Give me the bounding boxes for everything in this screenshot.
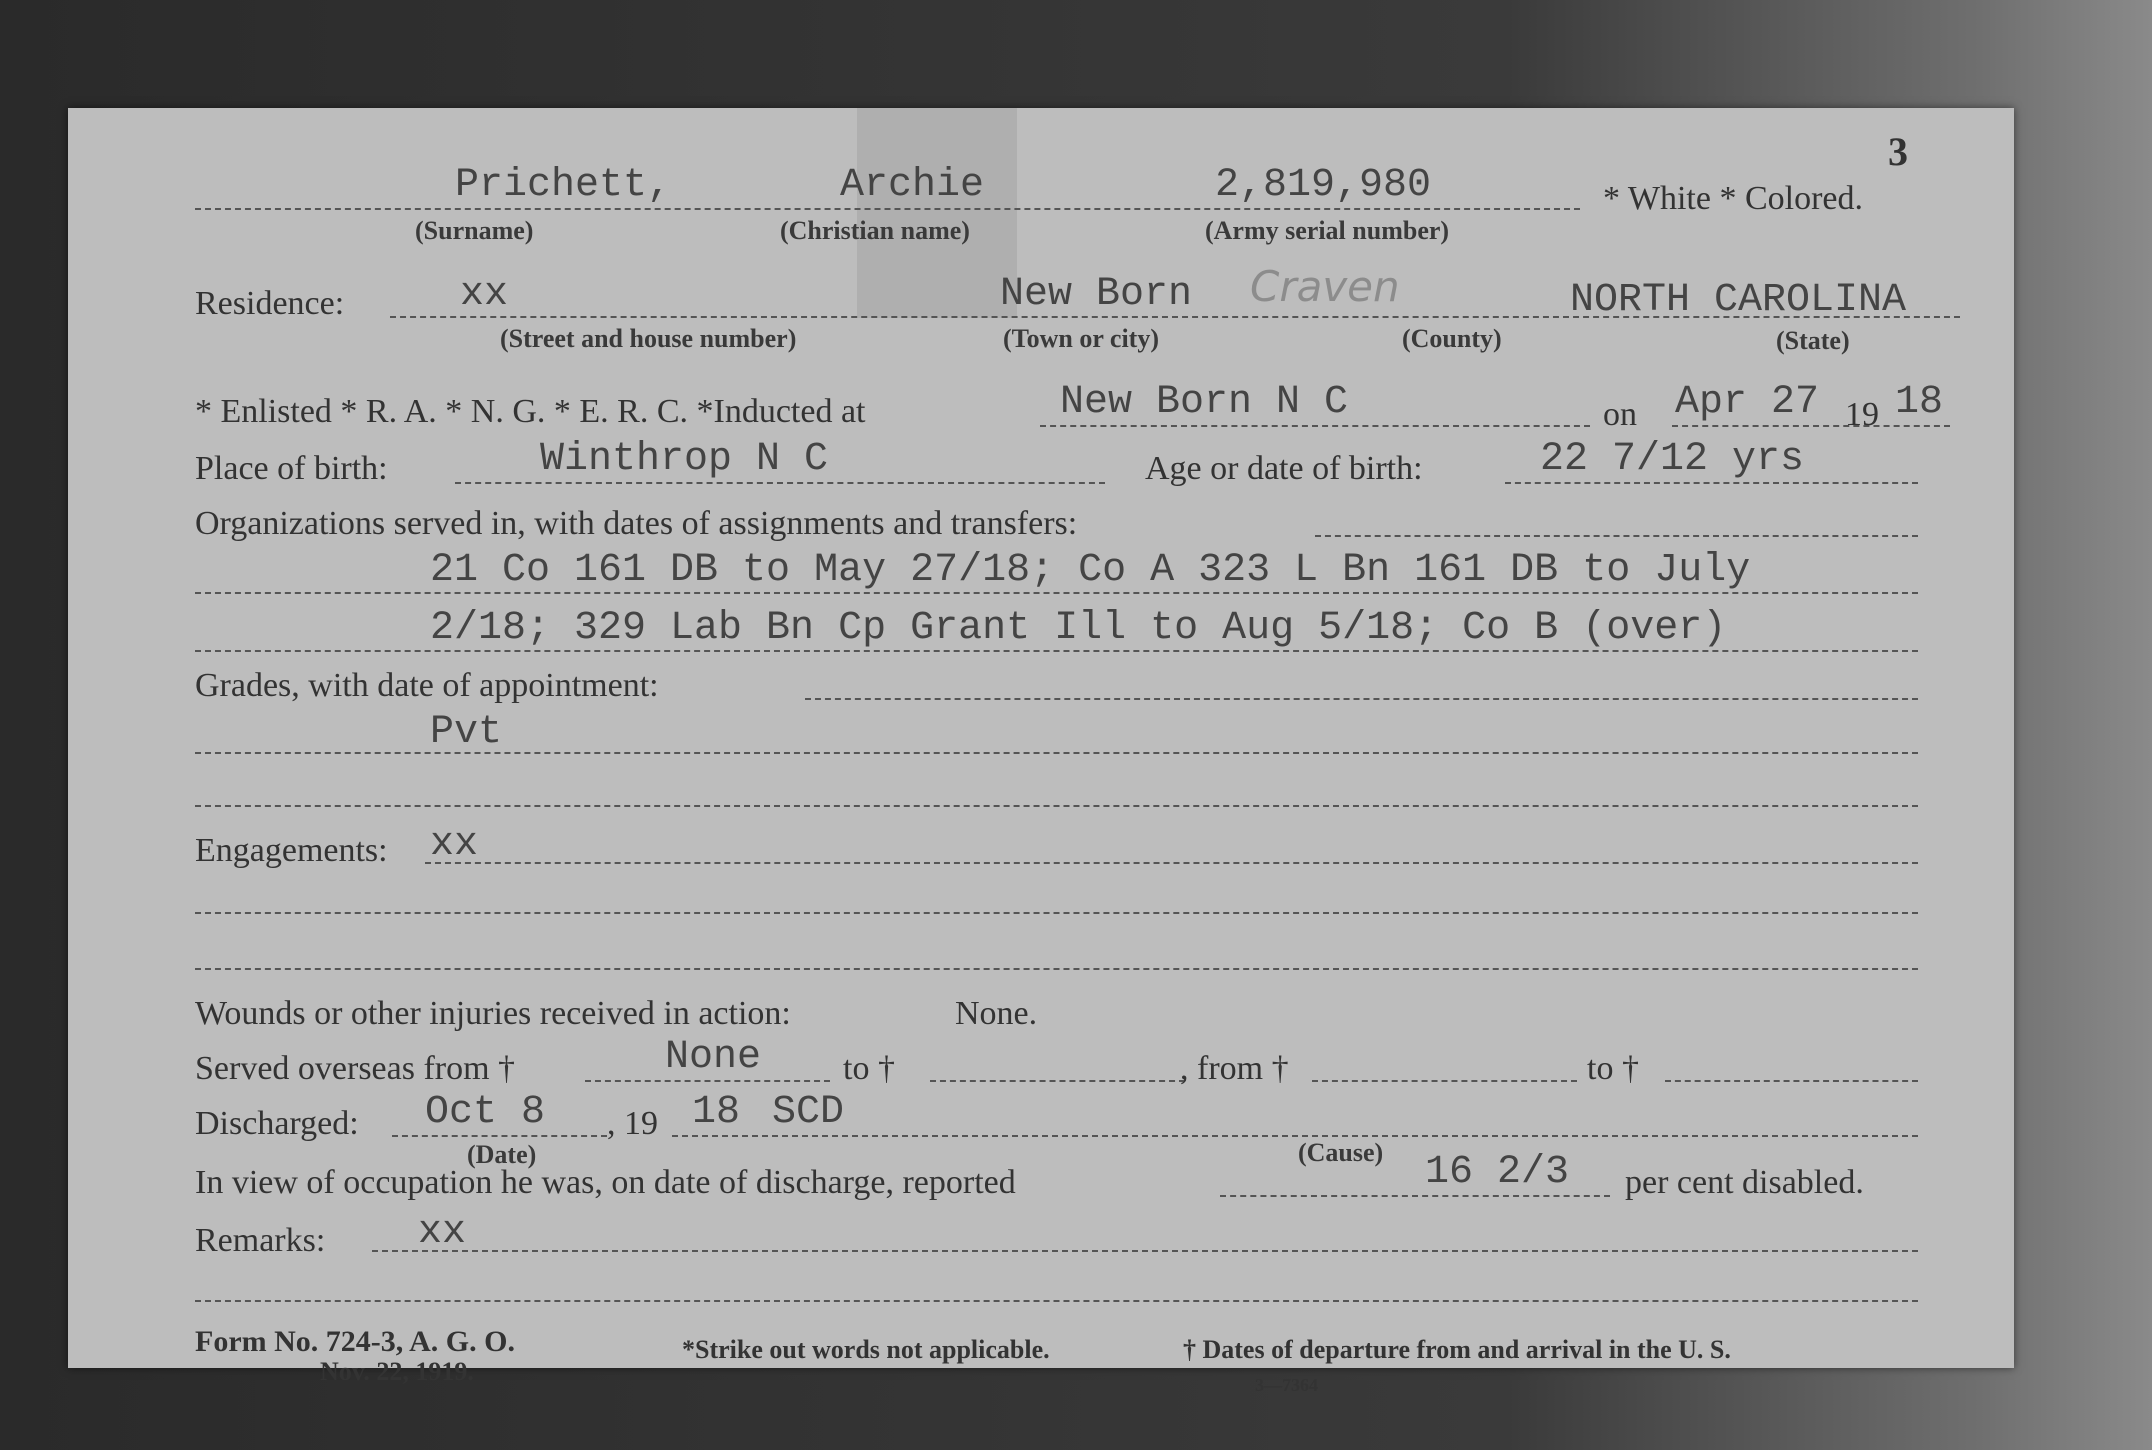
serial-number-label: (Army serial number) xyxy=(1205,216,1450,245)
wounds-value: None. xyxy=(955,995,1038,1032)
induction-year-prefix: 19 xyxy=(1845,396,1879,433)
footnote-strike: *Strike out words not applicable. xyxy=(682,1335,1050,1364)
county-label: (County) xyxy=(1402,324,1502,353)
name-line xyxy=(195,208,1580,210)
residence-street-value: xx xyxy=(460,272,509,317)
overseas-to2-line xyxy=(1665,1080,1918,1082)
christian-name-value: Archie xyxy=(840,163,985,208)
street-label: (Street and house number) xyxy=(500,324,797,353)
birth-place-line xyxy=(455,482,1105,484)
engagements-line-1 xyxy=(195,912,1918,914)
grades-label: Grades, with date of appointment: xyxy=(195,667,659,704)
surname-value: Prichett, xyxy=(455,163,672,208)
tape-strip xyxy=(857,108,1017,318)
town-label: (Town or city) xyxy=(1003,324,1159,353)
engagements-label: Engagements: xyxy=(195,832,388,869)
residence-state-value: NORTH CAROLINA xyxy=(1570,278,1907,323)
induction-year-value: 18 xyxy=(1895,380,1944,425)
print-code: 3—7364 xyxy=(1255,1375,1318,1395)
induction-date-value: Apr 27 xyxy=(1675,380,1820,425)
induction-place-line xyxy=(1040,425,1590,427)
overseas-to-label: to † xyxy=(843,1050,895,1087)
discharge-year-value: 18 xyxy=(692,1090,741,1135)
age-line xyxy=(1505,482,1918,484)
induction-on-label: on xyxy=(1603,396,1637,433)
enlistment-label: * Enlisted * R. A. * N. G. * E. R. C. *Inducted at xyxy=(195,393,866,430)
serial-number-value: 2,819,980 xyxy=(1215,163,1432,208)
age-label: Age or date of birth: xyxy=(1145,450,1423,487)
discharge-cause-label: (Cause) xyxy=(1298,1138,1384,1167)
birth-place-label: Place of birth: xyxy=(195,450,388,487)
age-value: 22 7/12 yrs xyxy=(1540,437,1805,482)
disability-line xyxy=(1220,1195,1610,1197)
state-label: (State) xyxy=(1776,326,1850,355)
disability-label: In view of occupation he was, on date of discharge, reported xyxy=(195,1164,1016,1201)
wounds-label: Wounds or other injuries received in action: xyxy=(195,995,791,1032)
discharge-date-label: (Date) xyxy=(467,1140,537,1169)
residence-label: Residence: xyxy=(195,285,345,322)
discharge-date-line xyxy=(392,1135,607,1137)
discharge-cause-line xyxy=(672,1135,1918,1137)
induction-date-line xyxy=(1672,425,1950,427)
discharge-cause-value: SCD xyxy=(772,1090,845,1135)
organizations-label: Organizations served in, with dates of assignments and transfers: xyxy=(195,505,1078,542)
grades-value: Pvt xyxy=(430,710,503,755)
card-number: 3 xyxy=(1888,129,1908,174)
birth-place-value: Winthrop N C xyxy=(540,437,829,482)
remarks-label: Remarks: xyxy=(195,1222,326,1259)
organizations-value-1: 21 Co 161 DB to May 27/18; Co A 323 L Bn 161 DB to July xyxy=(430,548,1751,593)
remarks-line-1 xyxy=(195,1300,1918,1302)
overseas-from2-line xyxy=(1312,1080,1577,1082)
overseas-from-label: Served overseas from † xyxy=(195,1050,516,1087)
grades-line-2 xyxy=(195,805,1918,807)
organizations-value-2: 2/18; 329 Lab Bn Cp Grant Ill to Aug 5/18; Co B (over) xyxy=(430,606,1727,651)
discharge-label: Discharged: xyxy=(195,1105,359,1142)
disability-suffix: per cent disabled. xyxy=(1625,1164,1864,1201)
grades-line-0 xyxy=(805,698,1918,700)
surname-label: (Surname) xyxy=(415,216,534,245)
organizations-line-0 xyxy=(1315,535,1918,537)
overseas-from-value: None xyxy=(665,1035,762,1080)
christian-name-label: (Christian name) xyxy=(780,216,970,245)
form-number: Form No. 724-3, A. G. O. xyxy=(195,1325,515,1358)
induction-place-value: New Born N C xyxy=(1060,380,1349,425)
remarks-line-0 xyxy=(372,1250,1918,1252)
overseas-to-line xyxy=(930,1080,1185,1082)
overseas-to2-label: to † xyxy=(1587,1050,1639,1087)
disability-value: 16 2/3 xyxy=(1425,1150,1570,1195)
form-date: Nov. 22, 1919. xyxy=(320,1357,474,1386)
engagements-line-0 xyxy=(425,862,1918,864)
engagements-line-2 xyxy=(195,968,1918,970)
discharge-date-value: Oct 8 xyxy=(425,1090,546,1135)
overseas-from2-label: , from † xyxy=(1180,1050,1289,1087)
residence-town-value: New Born xyxy=(1000,272,1193,317)
footnote-dates: † Dates of departure from and arrival in the U. S. xyxy=(1183,1335,1731,1364)
residence-county-handwritten: Craven xyxy=(1250,262,1400,311)
discharge-year-prefix: , 19 xyxy=(607,1105,658,1142)
race-label: * White * Colored. xyxy=(1603,180,1863,217)
engagements-value: xx xyxy=(430,822,479,867)
overseas-from-line xyxy=(585,1080,830,1082)
remarks-value: xx xyxy=(418,1210,467,1255)
